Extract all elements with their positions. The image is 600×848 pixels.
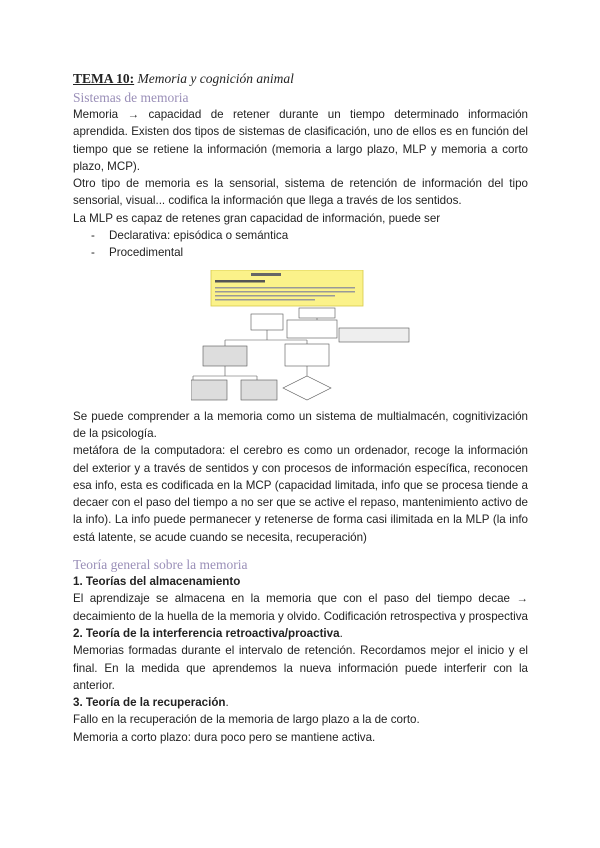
paragraph: La MLP es capaz de retenes gran capacidad de información, puede ser (73, 211, 441, 225)
list-item: - Procedimental (91, 244, 528, 261)
theory-heading-2 (73, 625, 528, 642)
theory-heading-1: 1. Teorías del almacenamiento (73, 575, 241, 589)
section-heading-sistemas: Sistemas de memoria (73, 90, 189, 105)
paragraph: metáfora de la computadora: el cerebro es como un ordenador, recoge la información del exterior y a través de sentidos y con procesos de información específica, reconocen esa info, esta es codificada en la MCP (capacidad limitada, info que se procesa tiende a decaer con el paso del tiempo a no ser que se active el repaso, mantenimiento activo de la info). La info puede permanecer y retenerse de forma casi ilimitada en la MLP (la info está latente, se acude cuando se necesita, recuperación) (73, 444, 528, 544)
theory-heading-2-suffix: . (339, 626, 343, 640)
theory-heading-3 (73, 694, 528, 711)
memory-diagram (191, 270, 413, 404)
paragraph: El aprendizaje se almacena en la memoria que con el paso del tiempo decae → decaimiento de la huella de la memoria y olvido. Codificación retrospectiva y prospectiva (73, 592, 528, 623)
paragraph: Memoria → capacidad de retener durante un tiempo determinado información aprendida. Existen dos tipos de sistemas de clasificación, uno de ellos es en función del tiempo que se retiene la información (memoria a largo plazo, MLP y memoria a corto plazo, MCP). (73, 108, 528, 173)
paragraph: Fallo en la recuperación de la memoria de largo plazo a la de corto. (73, 713, 420, 727)
paragraph: Memoria a corto plazo: dura poco pero se mantiene activa. (73, 730, 376, 744)
memory-diagram-image (73, 268, 528, 408)
theory-heading-2-text: 2. Teoría de la interferencia retroactiva/proactiva (73, 626, 340, 640)
section-heading-teoria: Teoría general sobre la memoria (73, 557, 248, 573)
paragraph: Se puede comprender a la memoria como un sistema de multialmacén, cognitivización de la psicología. (73, 409, 528, 440)
document-page (73, 70, 528, 746)
theory-heading-3-suffix: . (225, 696, 229, 710)
title-subtitle: Memoria y cognición animal (137, 71, 294, 86)
paragraph: Otro tipo de memoria es la sensorial, sistema de retención de información del tipo sensorial, visual... codifica la información que llega a través de los sentidos. (73, 177, 528, 208)
theory-heading-3-text: 3. Teoría de la recuperación (73, 696, 226, 710)
paragraph: Memorias formadas durante el intervalo de retención. Recordamos mejor el inicio y el final. En la medida que aprendemos la nueva información puede interferir con la anterior. (73, 644, 528, 692)
title-prefix: TEMA 10: (73, 71, 135, 86)
memory-type-list (73, 227, 528, 262)
list-item: - Declarativa: episódica o semántica (91, 227, 528, 244)
document-title (73, 70, 528, 87)
